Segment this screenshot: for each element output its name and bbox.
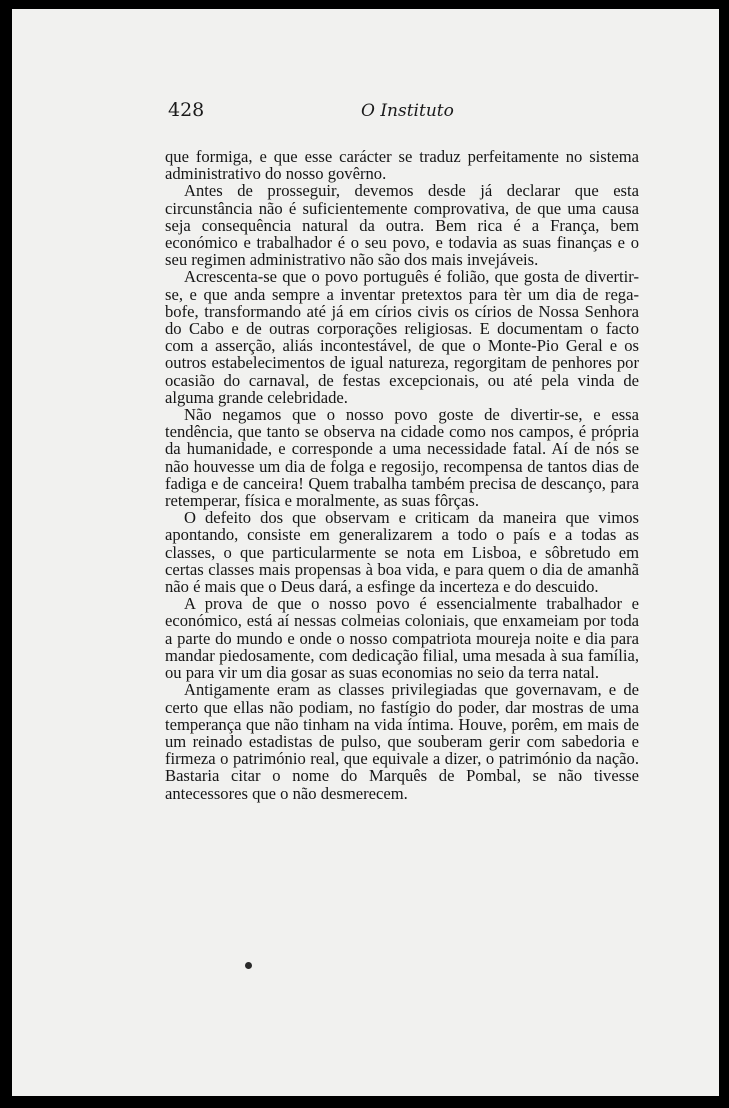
paragraph-4: Não negamos que o nosso povo goste de divertir-se, e essa tendência, que tanto se observa na cidade como nos campos, é própria da humanidade, e corresponde a uma necessidade fatal. Aí de nós se não houvesse um dia de folga e regosijo, recompensa de tantos dias de fadiga e de canceira! Quem trabalha também precisa de descanço, para retemperar, física e moralmente, as suas fôrças. — [165, 405, 639, 511]
paragraph-7: Antigamente eram as classes privilegiadas que governavam, e de certo que ellas não podiam, no fastígio do poder, dar mostras de uma temperança que não tinham na vida íntima. Houve, porêm, em mais de um reinado estadistas de pulso, que souberam gerir com sabedoria e firmeza o património real, que equivale a dizer, o património da nação. Bastaria citar o nome do Marquês de Pombal, se não tivesse antecessores que o não desmerecem. — [165, 680, 639, 803]
paragraph-2: Antes de prosseguir, devemos desde já declarar que esta circunstância não é suficientemente comprovativa, de que uma causa seja consequência natural da outra. Bem rica é a França, bem económico e trabalhador é o seu povo, e todavia as suas finanças e o seu regimen administrativo não são dos mais invejáveis. — [165, 181, 639, 270]
body-text — [165, 148, 639, 802]
running-title: O Instituto — [361, 101, 454, 121]
paragraph-3: Acrescenta-se que o povo português é folião, que gosta de divertir-se, e que anda sempre a inventar pretextos para tèr um dia de rega-bofe, transformando até já em círios civis os círios de Nossa Senhora do Cabo e de outras corporações religiosas. E documentam o facto com a asserção, aliás incontestável, de que o Monte-Pio Geral e os outros estabelecimentos de igual natureza, regorgitam de penhores por ocasião do carnaval, de festas excepcionais, ou até pela vinda de alguma grande celebridade. — [165, 267, 639, 407]
book-page — [12, 9, 719, 1096]
page-header — [12, 99, 719, 125]
paragraph-5: O defeito dos que observam e criticam da maneira que vimos apontando, consiste em generalizarem a todo o país e a todas as classes, o que particularmente se nota em Lisboa, e sôbretudo em certas classes mais propensas à boa vida, e para quem o dia de amanhã não é mais que o Deus dará, a esfinge da incerteza e do descuido. — [165, 508, 639, 597]
paragraph-1: que formiga, e que esse carácter se traduz perfeitamente no sistema administrativo do nosso govêrno. — [165, 147, 639, 184]
page-number: 428 — [168, 99, 205, 121]
ink-dot-ornament — [245, 962, 252, 969]
paragraph-6: A prova de que o nosso povo é essencialmente trabalhador e económico, está aí nessas colmeias coloniais, que enxameiam por toda a parte do mundo e onde o nosso compatriota moureja noite e dia para mandar piedosamente, com dedicação filial, uma mesada à sua família, ou para vir um dia gosar as suas economias no seio da terra natal. — [165, 594, 639, 683]
